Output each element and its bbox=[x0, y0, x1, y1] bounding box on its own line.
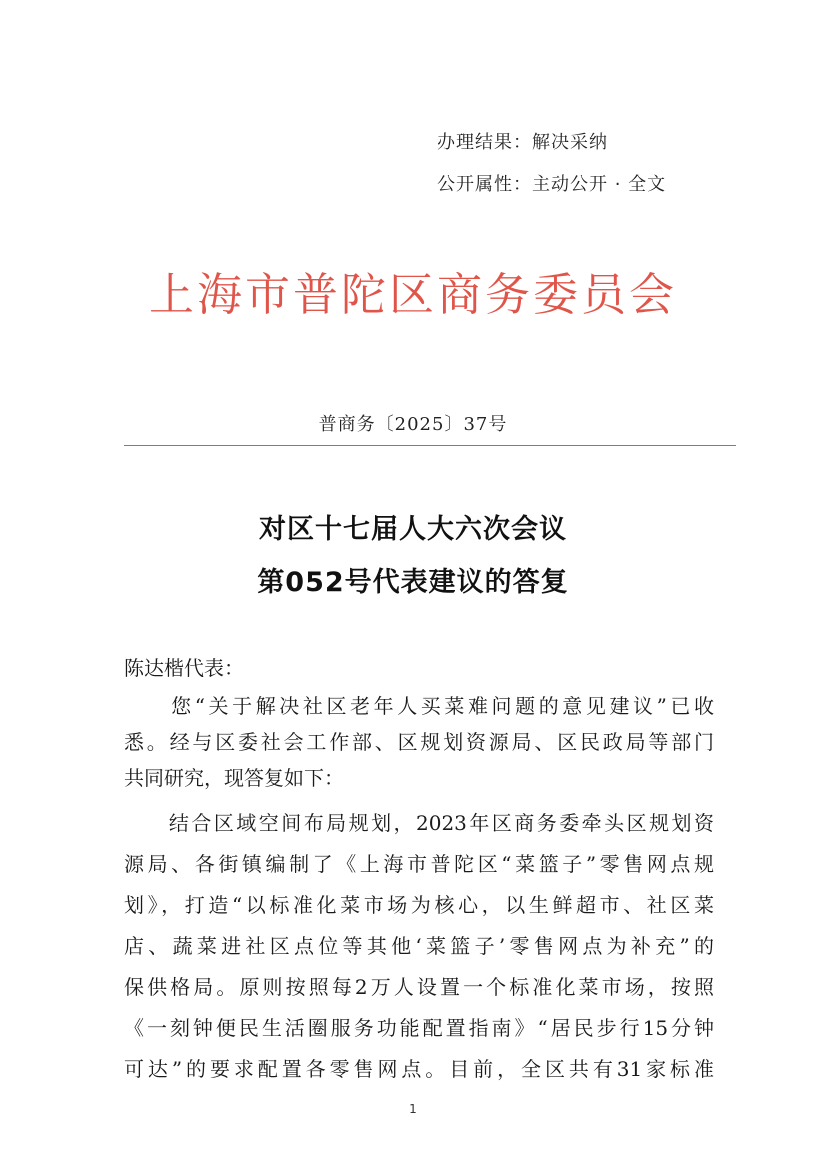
paragraph-1-line: 共同研究，现答复如下： bbox=[124, 766, 344, 790]
handling-result bbox=[437, 122, 666, 164]
disclosure-label: 公开属性： bbox=[437, 174, 532, 195]
page-number: 1 bbox=[409, 1102, 417, 1116]
paragraph-1-line: 悉。经与区委社会工作部、区规划资源局、区民政局等部门 bbox=[124, 730, 714, 754]
paragraph-2-line: 店、蔬菜进社区点位等其他‘菜篮子’零售网点为补充”的 bbox=[124, 934, 714, 958]
handling-result-label: 办理结果： bbox=[437, 132, 532, 153]
paragraph-2-line: 划》，打造“以标准化菜市场为核心，以生鲜超市、社区菜 bbox=[124, 893, 714, 917]
paragraph-2-line: 结合区域空间布局规划，2023年区商务委牵头区规划资 bbox=[124, 811, 714, 835]
salutation: 陈达楷代表： bbox=[124, 656, 244, 680]
paragraph-2-line: 源局、各街镇编制了《上海市普陀区“菜篮子”零售网点规 bbox=[124, 852, 714, 876]
document-title-line-1: 对区十七届人大六次会议 bbox=[259, 514, 567, 545]
paragraph-2-line: 保供格局。原则按照每2万人设置一个标准化菜市场，按照 bbox=[124, 975, 714, 999]
paragraph-1-line: 您“关于解决社区老年人买菜难问题的意见建议”已收 bbox=[124, 694, 714, 718]
handling-result-value: 解决采纳 bbox=[532, 132, 608, 153]
document-number: 普商务〔2025〕37号 bbox=[318, 414, 508, 435]
header-divider bbox=[124, 445, 736, 446]
document-title-line-2: 第052号代表建议的答复 bbox=[257, 567, 569, 598]
paragraph-2-line: 可达”的要求配置各零售网点。目前，全区共有31家标准 bbox=[124, 1057, 714, 1081]
disclosure-value: 主动公开 · 全文 bbox=[532, 174, 667, 195]
paragraph-2-line: 《一刻钟便民生活圈服务功能配置指南》“居民步行15分钟 bbox=[124, 1016, 714, 1040]
document-meta bbox=[437, 122, 666, 206]
disclosure-attribute bbox=[437, 164, 666, 206]
issuing-organization: 上海市普陀区商务委员会 bbox=[148, 268, 677, 321]
